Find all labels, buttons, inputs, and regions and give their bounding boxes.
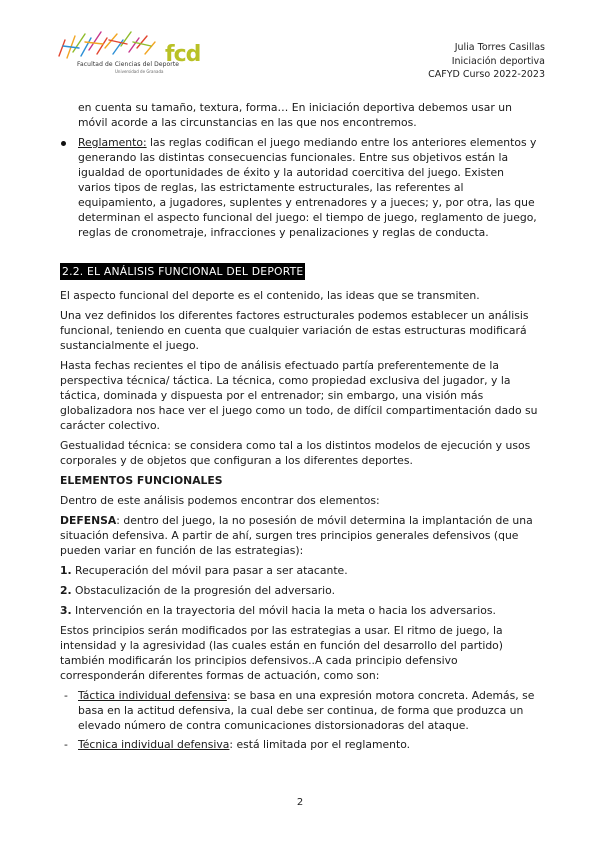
header-info [428, 41, 545, 82]
item-text: Obstaculización de la progresión del adversario. [71, 584, 335, 597]
dash-item-tactica [60, 688, 540, 733]
continuation-paragraph: en cuenta su tamaño, textura, forma… En iniciación deportiva debemos usar un móvil acorde a las circunstancias en las que nos encontremos. [78, 101, 512, 129]
page-header [0, 0, 600, 90]
reglamento-text: las reglas codifican el juego mediando entre los anteriores elementos y generando las distintas consecuencias funcionales. Entre sus objetivos están la igualdad de oportunidades de éxito y la autoridad coercitiva del juego. Existen varios tipos de reglas, las estrictamente estructurales, las referentes al equipamiento, a jugadores, suplentes y entrenadores y a jueces; y, por otra, las que determinan el aspecto funcional del juego: el tiempo de juego, reglamento de juego, reglas de cronometraje, infracciones y penalizaciones y reglas de conducta. [78, 136, 537, 239]
tactica-text: : se basa en una expresión motora concreta. Además, se basa en la actitud defensiva, la cual debe ser continua, de forma que produzca un elevado número de contra comunicaciones distorsionadoras del ataque. [78, 689, 535, 732]
paragraph-2: Una vez definidos los diferentes factores estructurales podemos establecer un análisis funcional, teniendo en cuenta que cualquier variación de estas estructuras modificará sustancialmente el juego. [60, 309, 529, 352]
subheading: ELEMENTOS FUNCIONALES [60, 474, 223, 487]
paragraph-3: Hasta fechas recientes el tipo de análisis efectuado partía preferentemente de la perspectiva técnica/ táctica. La técnica, como propiedad exclusiva del jugador, y la táctica, dominada y dispuesta por el entrenador; sin embargo, una visión más globalizadora nos hace ver el juego como un todo, de difícil compartimentación dado su carácter colectivo. [60, 359, 538, 432]
section-heading: 2.2. EL ANÁLISIS FUNCIONAL DEL DEPORTE [62, 265, 304, 278]
defensa-text: : dentro del juego, la no posesión de móvil determina la implantación de una situación defensiva. A partir de ahí, surgen tres principios generales defensivos (que pueden variar en función de las estrategias): [60, 514, 533, 557]
page-content [60, 100, 540, 756]
author-name: Julia Torres Casillas [454, 42, 545, 53]
dash-mark: - [64, 738, 68, 751]
paragraph-4: Gestualidad técnica: se considera como tal a los distintos modelos de ejecución y usos corporales y de objetos que configuran a los diferentes deportes. [60, 439, 531, 467]
item-number: 2. [60, 584, 72, 597]
logo-subtext: Universidad de Granada [115, 69, 164, 74]
reglamento-term: Reglamento: [78, 136, 147, 149]
numbered-item-1 [60, 563, 540, 578]
item-text: Intervención en la trayectoria del móvil hacia la meta o hacia los adversarios. [71, 604, 496, 617]
logo-graphic-icon [55, 28, 165, 62]
faculty-logo [55, 28, 201, 84]
defensa-term: DEFENSA [60, 514, 117, 527]
bullet-dot-icon [61, 141, 66, 146]
subject-name: Iniciación deportiva [451, 55, 545, 67]
item-number: 3. [60, 604, 72, 617]
logo-text: Facultad de Ciencias del Deporte [77, 61, 180, 68]
paragraph-1: El aspecto funcional del deporte es el contenido, las ideas que se transmiten. [60, 289, 480, 302]
dash-item-tecnica [60, 737, 540, 752]
course-name: CAFYD Curso 2022-2023 [428, 69, 545, 80]
paragraph-5: Dentro de este análisis podemos encontrar dos elementos: [60, 494, 380, 507]
numbered-item-3 [60, 603, 540, 618]
page-number: 2 [296, 797, 304, 808]
bullet-reglamento [60, 135, 540, 240]
dash-mark: - [64, 689, 68, 702]
item-text: Recuperación del móvil para pasar a ser atacante. [71, 564, 348, 577]
item-number: 1. [60, 564, 72, 577]
paragraph-defensa [60, 513, 540, 558]
tecnica-term: Técnica individual defensiva [78, 738, 230, 751]
numbered-item-2 [60, 583, 540, 598]
tecnica-text: : está limitada por el reglamento. [229, 738, 411, 751]
tactica-term: Táctica individual defensiva [78, 689, 227, 702]
logo-mark: fcd [165, 42, 201, 67]
paragraph-7: Estos principios serán modificados por las estrategias a usar. El ritmo de juego, la intensidad y la agresividad (las cuales están en función del desarrollo del partido) también modificarán los principios defensivos..A cada principio defensivo corresponderán diferentes formas de actuación, como son: [60, 624, 503, 682]
